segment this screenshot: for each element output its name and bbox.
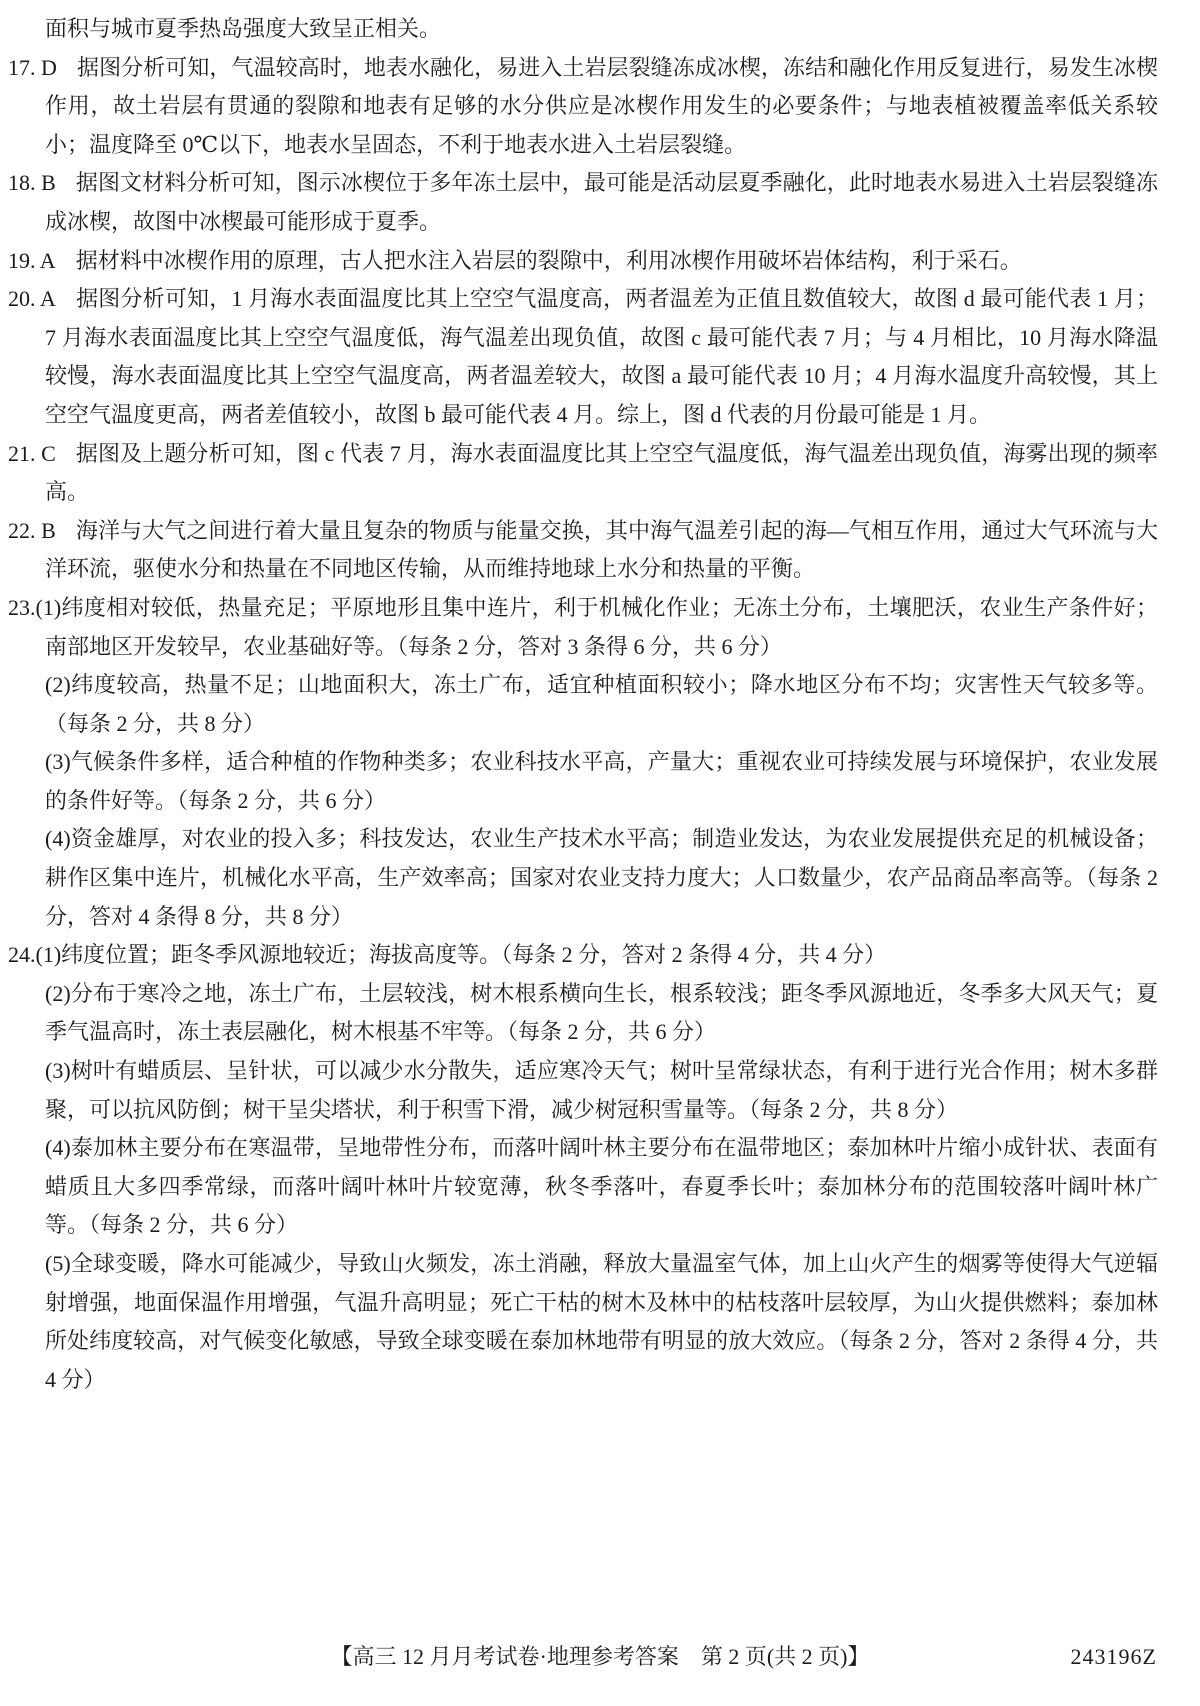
answer-item-18 (8, 164, 1158, 241)
answer-paragraph (8, 512, 1158, 589)
answer-number: 22. B (8, 517, 56, 543)
answer-item-23 (8, 589, 1158, 936)
answer-number: 21. C (8, 440, 56, 466)
answer-text: 据图分析可知，1 月海水表面温度比其上空空气温度高，两者温差为正值且数值较大，故图 d 最可能代表 1 月；7 月海水表面温度比其上空空气温度低，海气温差出现负值，故图 c 最可能代表 7 月；与 4 月相比，10 月海水降温较慢，海水表面温度比其上空空气温度高，两者温差较大，故图 a 最可能代表 10 月；4 月海水温度升高较慢，其上空空气温度更高，两者差值较小，故图 b 最可能代表 4 月。综上，图 d 代表的月份最可能是 1 月。 (45, 286, 1158, 427)
answer-paragraph (8, 280, 1158, 434)
answer-subpart: (2)分布于寒冷之地，冻土广布，土层较浅，树木根系横向生长，根系较浅；距冬季风源地近，冬季多大风天气；夏季气温高时，冻土表层融化，树木根基不牢等。（每条 2 分，共 6 分） (45, 980, 1158, 1045)
answer-paragraph (8, 589, 1158, 666)
answer-text: 据图分析可知，气温较高时，地表水融化，易进入土岩层裂缝冻成冰楔，冻结和融化作用反复进行，易发生冰楔作用，故土岩层有贯通的裂隙和地表有足够的水分供应是冰楔作用发生的必要条件；与地表植被覆盖率低关系较小；温度降至 0℃以下，地表水呈固态，不利于地表水进入土岩层裂缝。 (45, 54, 1158, 157)
answer-text: 据材料中冰楔作用的原理，古人把水注入岩层的裂隙中，利用冰楔作用破坏岩体结构，利于采石。 (75, 247, 1022, 273)
answer-paragraph (8, 936, 1158, 975)
answer-number: 17. D (8, 54, 57, 80)
answer-item-21 (8, 435, 1158, 512)
answer-number: 23. (8, 594, 36, 620)
answer-number: 20. A (8, 286, 56, 312)
answer-item-22 (8, 512, 1158, 589)
answer-subpart: (4)泰加林主要分布在寒温带，呈地带性分布，而落叶阔叶林主要分布在温带地区；泰加林叶片缩小成针状、表面有蜡质且大多四季常绿，而落叶阔叶林叶片较宽薄，秋冬季落叶，春夏季长叶；泰加林分布的范围较落叶阔叶林广等。（每条 2 分，共 6 分） (45, 1135, 1158, 1238)
answer-text: (1)纬度位置；距冬季风源地较近；海拔高度等。（每条 2 分，答对 2 条得 4 分，共 4 分） (35, 942, 887, 968)
footer-title: 【高三 12 月月考试卷·地理参考答案 第 2 页(共 2 页)】 (330, 1644, 870, 1669)
answer-key-content (8, 10, 1158, 1399)
answer-number: 24. (8, 942, 36, 968)
answer-subpart: (3)气候条件多样，适合种植的作物种类多；农业科技水平高，产量大；重视农业可持续发展与环境保护，农业发展的条件好等。（每条 2 分，共 6 分） (45, 749, 1158, 813)
answer-paragraph (8, 242, 1158, 281)
answer-paragraph (8, 435, 1158, 512)
answer-item-24 (8, 936, 1158, 1399)
answer-text: 据图文材料分析可知，图示冰楔位于多年冻土层中，最可能是活动层夏季融化，此时地表水易进入土岩层裂缝冻成冰楔，故图中冰楔最可能形成于夏季。 (45, 170, 1158, 234)
answer-paragraph (8, 164, 1158, 241)
answer-subpart: (2)纬度较高，热量不足；山地面积大，冻土广布，适宜种植面积较小；降水地区分布不均；灾害性天气较多等。（每条 2 分，共 8 分） (45, 672, 1158, 736)
answer-item-19 (8, 242, 1158, 281)
answer-text: 据图及上题分析可知，图 c 代表 7 月，海水表面温度比其上空空气温度低，海气温差出现负值，海雾出现的频率高。 (45, 440, 1158, 505)
answer-subpart: (3)树叶有蜡质层、呈针状，可以减少水分散失，适应寒冷天气；树叶呈常绿状态，有利于进行光合作用；树木多群聚，可以抗风防倒；树干呈尖塔状，利于积雪下滑，减少树冠积雪量等。（每条 2 分，共 8 分） (45, 1058, 1158, 1122)
answer-subpart: (4)资金雄厚，对农业的投入多；科技发达，农业生产技术水平高；制造业发达，为农业发展提供充足的机械设备；耕作区集中连片，机械化水平高，生产效率高；国家对农业支持力度大；人口数量少，农产品商品率高等。（每条 2 分，答对 4 条得 8 分，共 8 分） (45, 826, 1158, 929)
answer-number: 19. A (8, 247, 56, 273)
answer-text: 海洋与大气之间进行着大量且复杂的物质与能量交换，其中海气温差引起的海—气相互作用，通过大气环流与大洋环流，驱使水分和热量在不同地区传输，从而维持地球上水分和热量的平衡。 (45, 517, 1158, 582)
answer-text: (1)纬度相对较低，热量充足；平原地形且集中连片，利于机械化作业；无冻土分布，土壤肥沃，农业生产条件好；南部地区开发较早，农业基础好等。（每条 2 分，答对 3 条得 6 分，共 6 分） (35, 594, 1158, 659)
page-footer (0, 1642, 1200, 1672)
footer-code: 243196Z (1070, 1644, 1157, 1669)
carryover-text: 面积与城市夏季热岛强度大致呈正相关。 (45, 16, 442, 41)
answer-paragraph (8, 49, 1158, 165)
answer-item-17 (8, 49, 1158, 165)
answer-subpart: (5)全球变暖，降水可能减少，导致山火频发，冻土消融，释放大量温室气体，加上山火产生的烟雾等使得大气逆辐射增强，地面保温作用增强，气温升高明显；死亡干枯的树木及林中的枯枝落叶层较厚，为山火提供燃料；泰加林所处纬度较高，对气候变化敏感，导致全球变暖在泰加林地带有明显的放大效应。（每条 2 分，答对 2 条得 4 分，共 4 分） (45, 1251, 1158, 1392)
answer-item-20 (8, 280, 1158, 434)
answer-number: 18. B (8, 170, 56, 196)
